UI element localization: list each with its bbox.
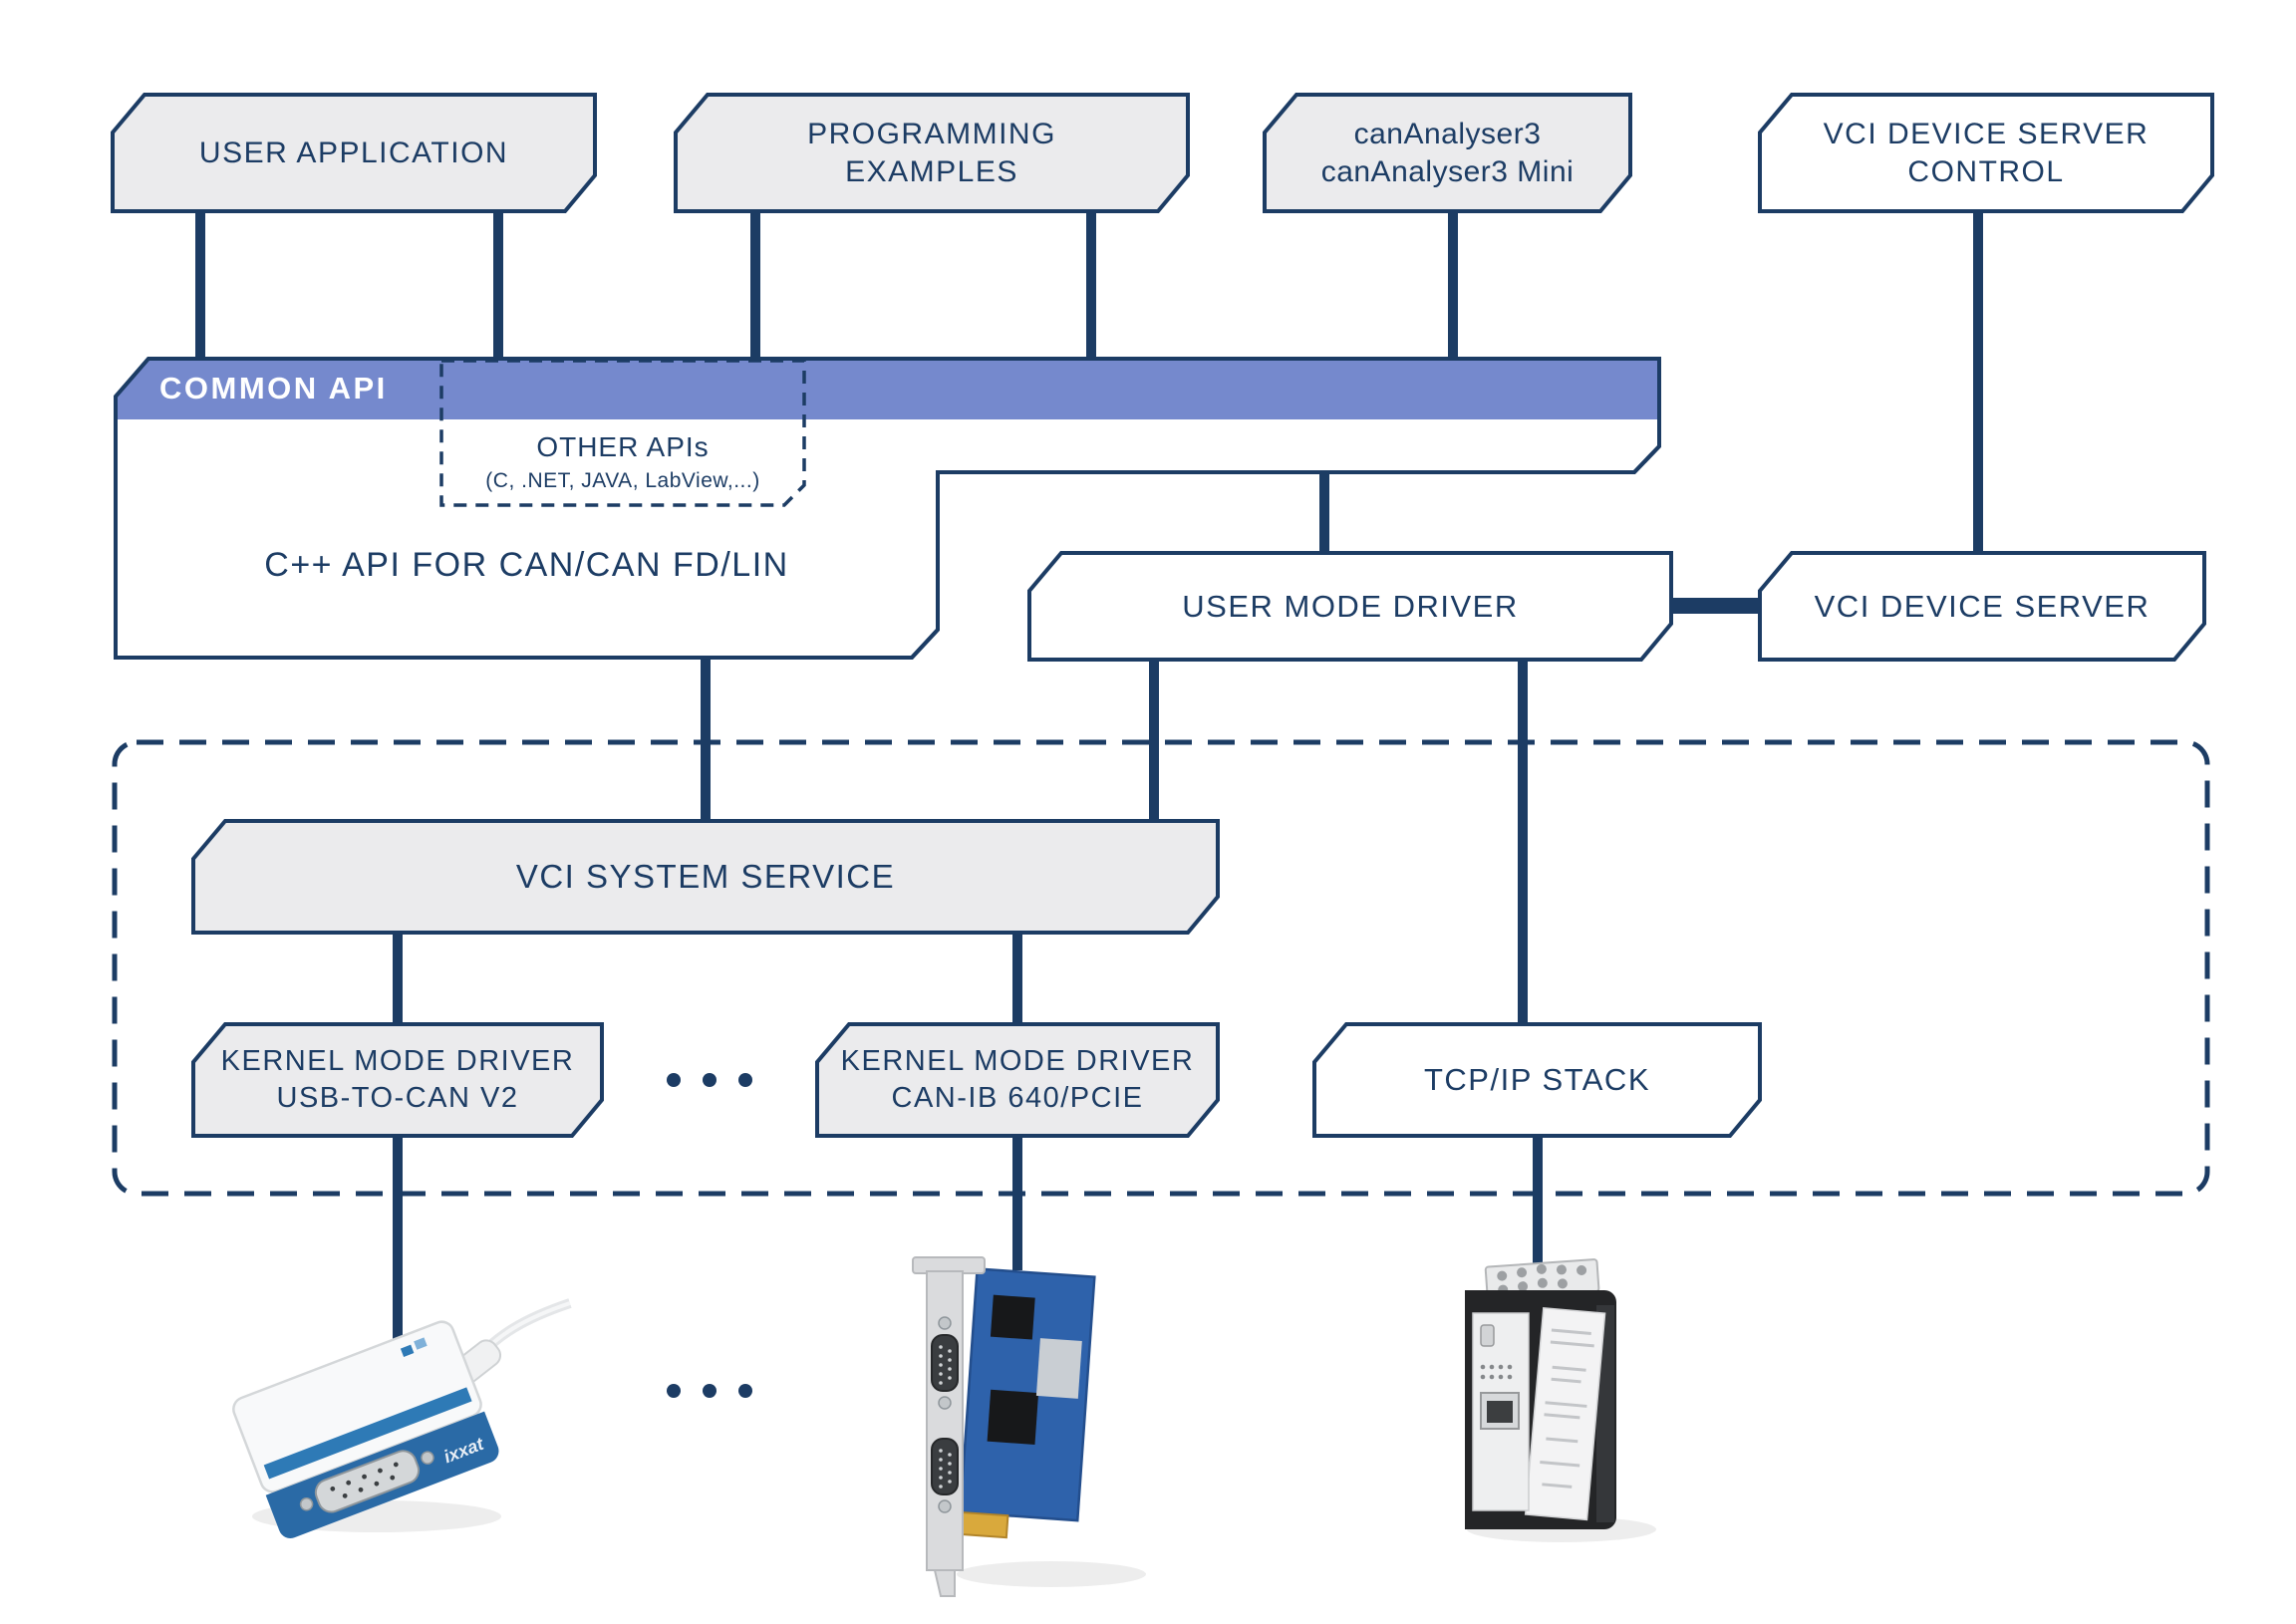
- label-cananalyser: [1265, 95, 1630, 211]
- adapter-brand-logo: ixxat: [440, 1433, 486, 1468]
- label-line: canAnalyser3 Mini: [1320, 154, 1575, 188]
- label-line: EXAMPLES: [845, 154, 1018, 188]
- label-user-application: USER APPLICATION: [198, 135, 509, 169]
- label-vci-device-server: VCI DEVICE SERVER: [1814, 588, 2151, 624]
- label-kernel-driver-canib: [817, 1024, 1218, 1136]
- label-line: KERNEL MODE DRIVER: [220, 1045, 575, 1078]
- ellipsis-dots-kernel-row: [667, 1073, 752, 1087]
- label-kernel-driver-usb: [193, 1024, 602, 1136]
- ellipsis-dots-product-row: [667, 1384, 752, 1398]
- product-image-pcie-card: [913, 1257, 1146, 1596]
- label-line: USB-TO-CAN V2: [276, 1082, 519, 1114]
- label-line: CONTROL: [1907, 154, 2065, 188]
- label-user-mode-driver: USER MODE DRIVER: [1182, 588, 1519, 624]
- label-line: KERNEL MODE DRIVER: [840, 1045, 1195, 1078]
- label-cpp-api: C++ API FOR CAN/CAN FD/LIN: [264, 545, 789, 584]
- product-image-can-gateway: [1465, 1259, 1656, 1542]
- label-programming-examples: [676, 95, 1188, 211]
- label-common-api: COMMON API: [159, 371, 388, 406]
- label-vci-system-service: VCI SYSTEM SERVICE: [515, 858, 896, 896]
- other-apis-title: OTHER APIs: [536, 431, 710, 463]
- label-tcpip-stack: TCP/IP STACK: [1423, 1062, 1650, 1098]
- label-line: CAN-IB 640/PCIE: [891, 1082, 1144, 1114]
- other-apis-sublabel: (C, .NET, JAVA, LabView,...): [485, 469, 760, 493]
- label-line: VCI DEVICE SERVER: [1823, 117, 2150, 150]
- label-vci-device-server-control: [1760, 95, 2212, 211]
- product-image-usb-to-can-adapter: [230, 1303, 570, 1541]
- label-line: PROGRAMMING: [807, 117, 1056, 150]
- label-line: canAnalyser3: [1353, 117, 1542, 150]
